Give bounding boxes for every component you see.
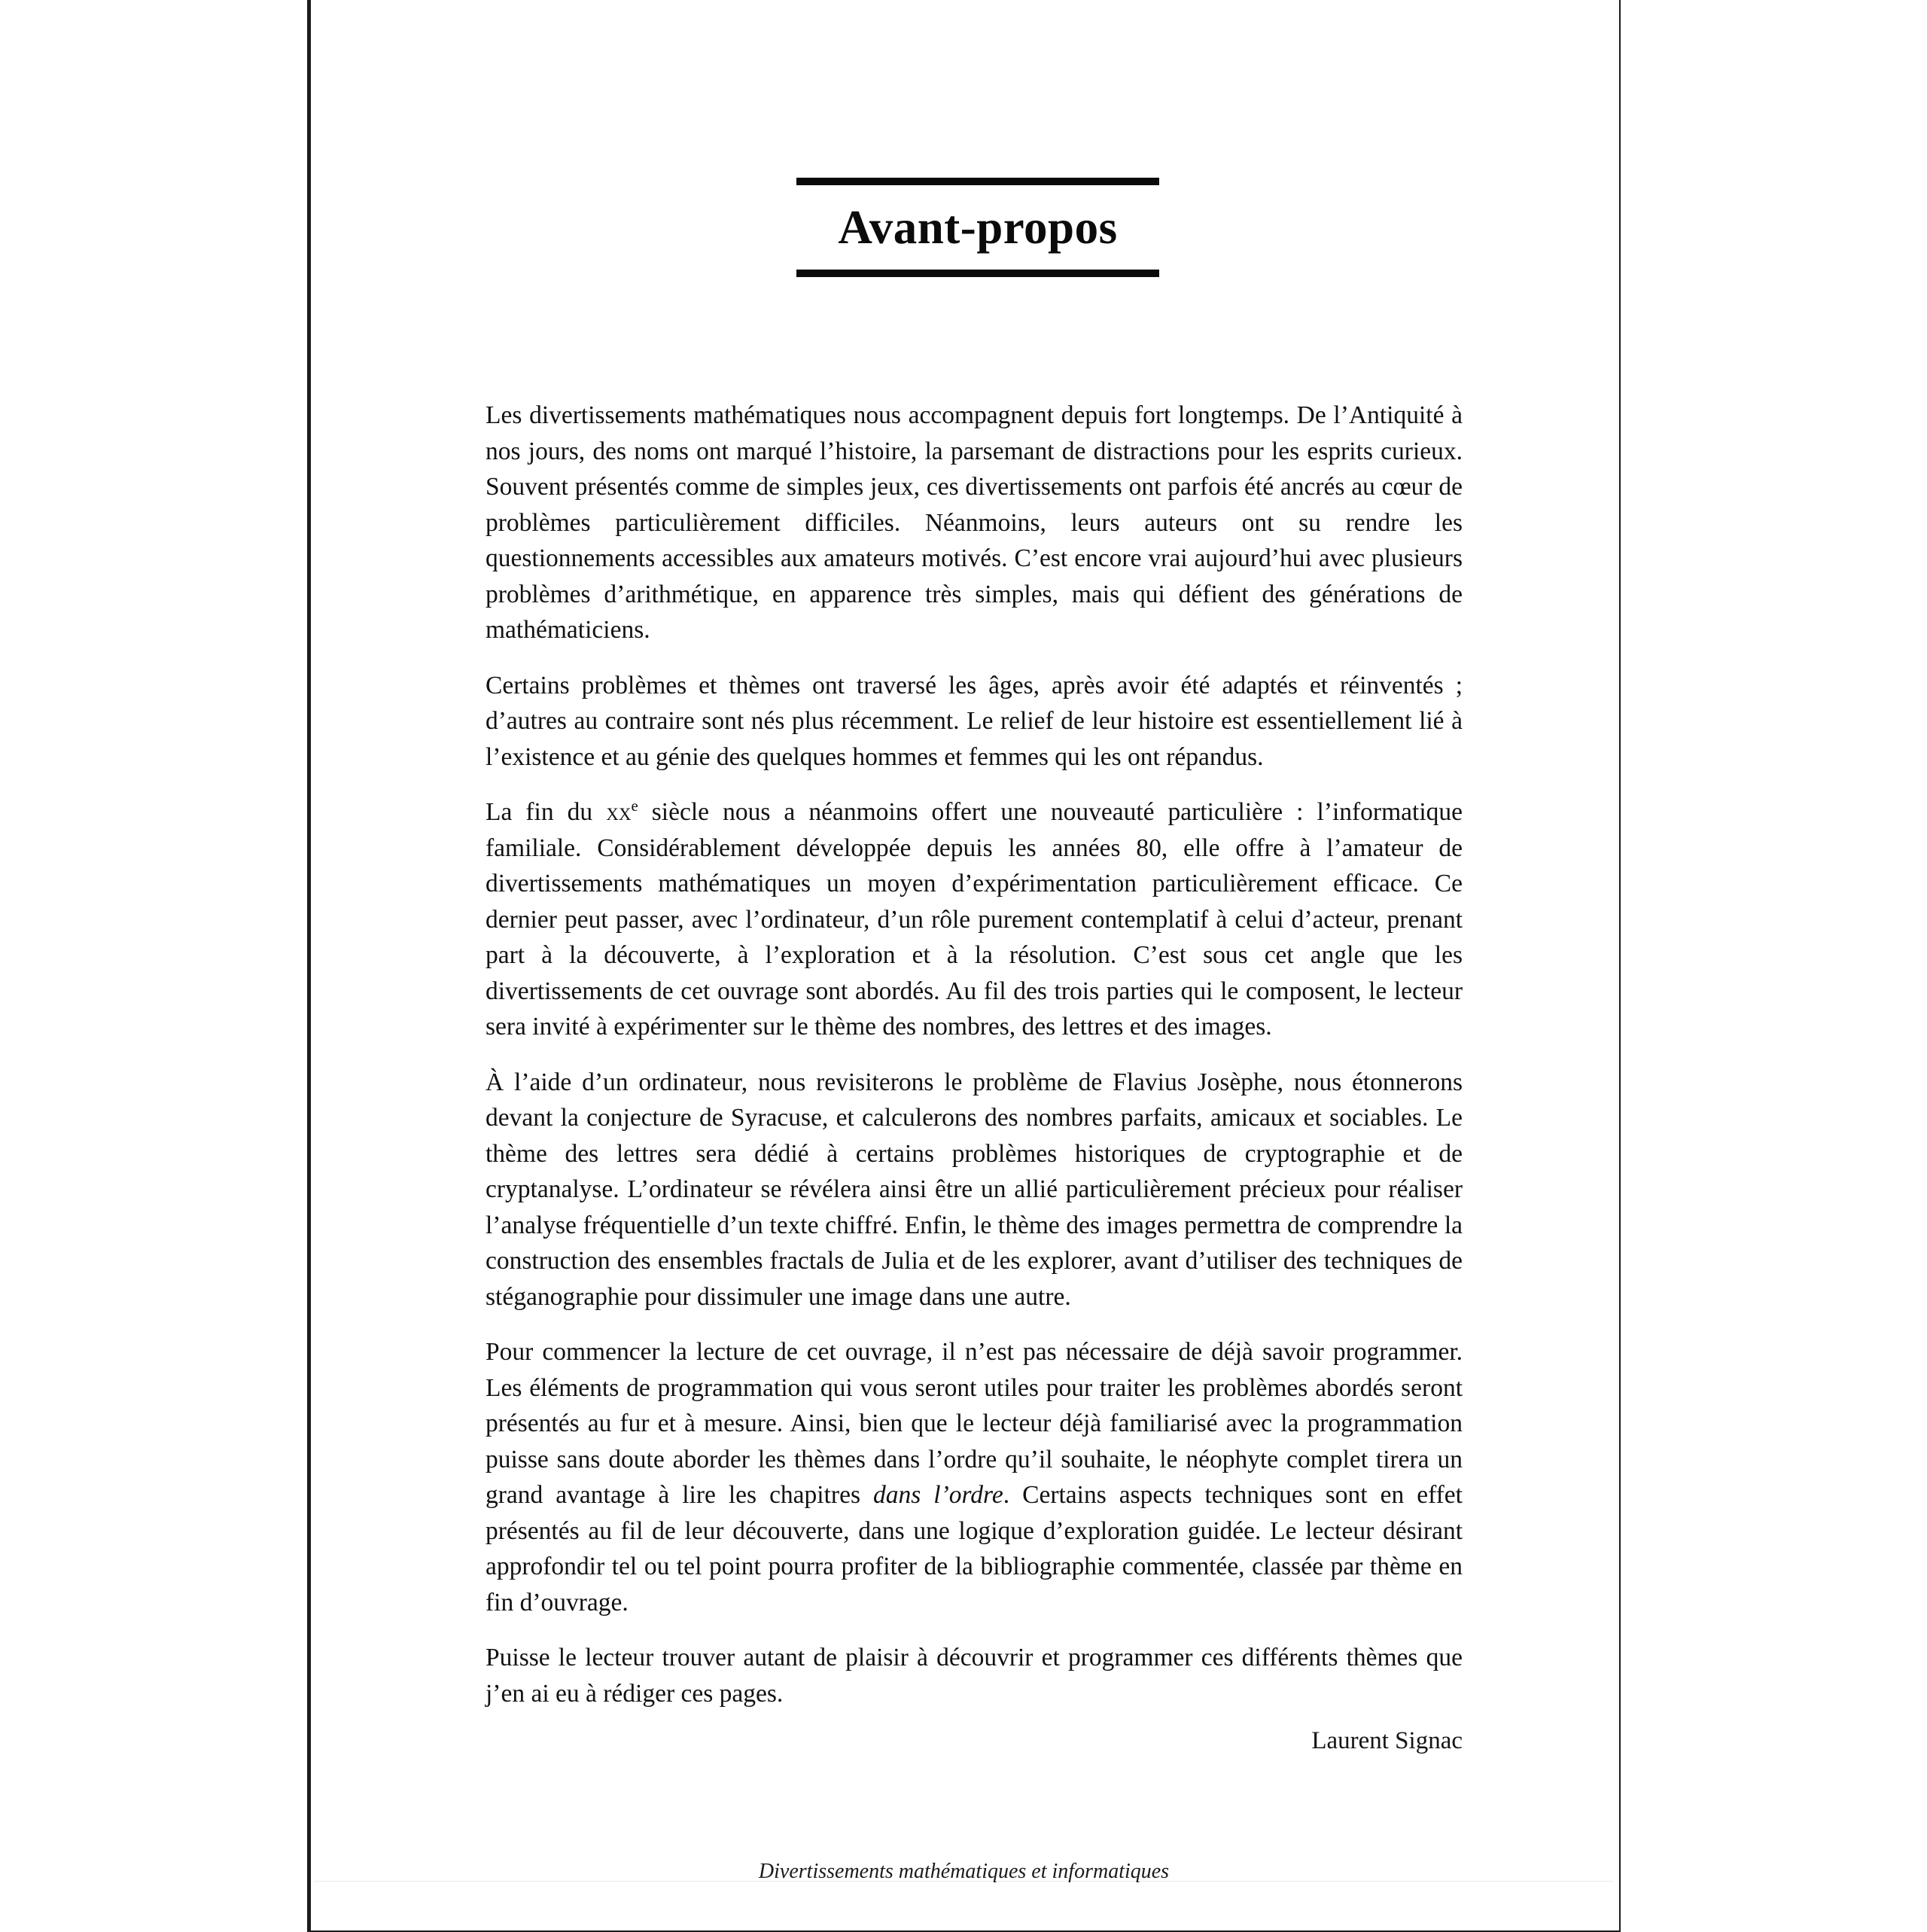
title-rule-bottom <box>796 270 1159 277</box>
paragraph-3 <box>486 794 1463 1045</box>
body-text-column <box>486 398 1463 1711</box>
paragraph-2: Certains problèmes et thèmes ont traversé les âges, après avoir été adaptés et réinventés ; d’autres au contraire sont nés plus récemment. Le relief de leur histoire est essentiellement lié à l’existence et au génie des quelques hommes et femmes qui les ont répandus. <box>486 671 1463 771</box>
paragraph-3-rest: siècle nous a néanmoins offert une nouveauté particulière : l’informatique familiale. Considérablement développée depuis les années 80, elle offre à l’amateur de divertissements mathématiques un moyen d’expérimentation particulièrement efficace. Ce dernier peut passer, avec l’ordinateur, d’un rôle purement contemplatif à celui d’acteur, prenant part à la découverte, à l’exploration et à la résolution. C’est sous cet angle que les divertissements de cet ouvrage sont abordés. Au fil des trois parties qui le composent, le lecteur sera invité à expérimenter sur le thème des nombres, des lettres et des images. <box>486 798 1463 1041</box>
emphasis-dans-lordre: dans l’ordre <box>873 1481 1003 1509</box>
page-title: Avant-propos <box>838 201 1118 254</box>
chapter-heading <box>796 178 1159 277</box>
century-lead-text: La fin du <box>486 798 607 826</box>
century-ordinal-superscript: e <box>631 797 638 815</box>
paragraph-1: Les divertissements mathématiques nous accompagnent depuis fort longtemps. De l’Antiquité à nos jours, des noms ont marqué l’histoire, la parsemant de distractions pour les esprits curieux. Souvent présentés comme de simples jeux, ces divertissements ont parfois été ancrés au cœur de problèmes particulièrement difficiles. Néanmoins, leurs auteurs ont su rendre les questionnements accessibles aux amateurs motivés. C’est encore vrai aujourd’hui avec plusieurs problèmes d’arithmétique, en apparence très simples, mais qui défient des générations de mathématiciens. <box>486 401 1463 644</box>
paragraph-5-part-a: Pour commencer la lecture de cet ouvrage, il n’est pas nécessaire de déjà savoir programmer. Les éléments de programmation qui vous seront utiles pour traiter les problèmes abordés seront présentés au fur et à mesure. Ainsi, bien que le lecteur déjà familiarisé avec la programmation puisse sans doute aborder les thèmes dans l’ordre qu’il souhaite, le néophyte complet tirera un grand avantage à lire les chapitres <box>486 1338 1463 1509</box>
century-smallcaps: xx <box>606 798 632 826</box>
paragraph-6: Puisse le lecteur trouver autant de plaisir à découvrir et programmer ces différents thèmes que j’en ai eu à rédiger ces pages. <box>486 1644 1463 1708</box>
paragraph-4: À l’aide d’un ordinateur, nous revisiterons le problème de Flavius Josèphe, nous étonnerons devant la conjecture de Syracuse, et calculerons des nombres parfaits, amicaux et sociables. Le thème des lettres sera dédié à certains problèmes historiques de cryptographie et de cryptanalyse. L’ordinateur se révélera ainsi être un allié particulièrement précieux pour réaliser l’analyse fréquentielle d’un texte chiffré. Enfin, le thème des images permettra de comprendre la construction des ensembles fractals de Julia et de les explorer, avant d’utiliser des techniques de stéganographie pour dissimuler une image dans une autre. <box>486 1068 1463 1311</box>
running-footer: Divertissements mathématiques et informatiques <box>758 1860 1170 1883</box>
paragraph-5-part-b: . Certains aspects techniques sont en effet présentés au fil de leur découverte, dans une logique d’exploration guidée. Le lecteur désirant approfondir tel ou tel point pourra profiter de la bibliographie commentée, classée par thème en fin d’ouvrage. <box>486 1481 1463 1617</box>
title-rule-top <box>796 178 1159 185</box>
page-spine-edge <box>307 0 311 1932</box>
author-signature: Laurent Signac <box>1311 1727 1463 1754</box>
paragraph-5 <box>486 1334 1463 1620</box>
